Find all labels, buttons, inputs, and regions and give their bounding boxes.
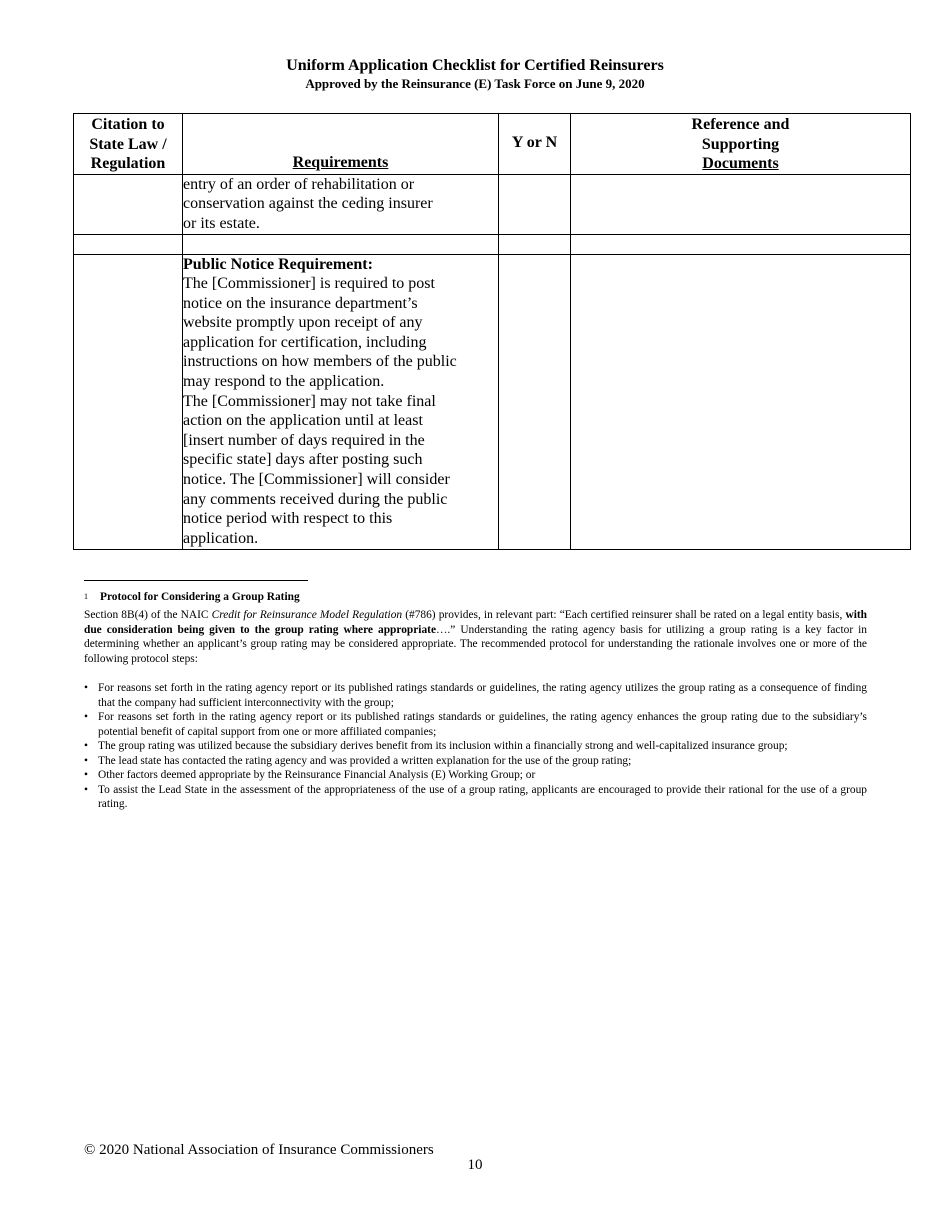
list-item: • For reasons set forth in the rating agency report or its published ratings standards or guidelines, the rating agency utilizes the group rating as a consequence of finding that the company had sufficient interconnectivity with the group; bbox=[84, 682, 867, 709]
reference-cell bbox=[571, 254, 911, 549]
list-item: • Other factors deemed appropriate by the Reinsurance Financial Analysis (E) Working Group; or bbox=[84, 769, 536, 781]
reference-cell bbox=[571, 234, 911, 254]
requirements-cell: Public Notice Requirement: The [Commissioner] is required to post notice on the insurance department’s website promptly upon receipt of any application for certification, including instructions on how members of the public may respond to the application. The [Commissioner] may not take final action on the application until at least [insert number of days required in the specific state] days after posting such notice. The [Commissioner] will consider any comments received during the public notice period with respect to this application. bbox=[183, 254, 499, 549]
column-header-citation: Citation to State Law / Regulation bbox=[74, 114, 183, 175]
footnote-divider bbox=[84, 580, 308, 581]
column-header-yn: Y or N bbox=[499, 114, 571, 175]
page-number: 10 bbox=[467, 1157, 483, 1173]
list-item: • To assist the Lead State in the assessment of the appropriateness of the use of a group rating, applicants are encouraged to provide their rational for the use of a group rating. bbox=[84, 783, 867, 810]
copyright-notice: © 2020 National Association of Insurance Commissioners bbox=[84, 1142, 434, 1158]
yn-cell bbox=[499, 234, 571, 254]
requirements-cell bbox=[183, 234, 499, 254]
column-header-reference: Reference and Supporting Documents bbox=[571, 114, 911, 175]
table-row bbox=[74, 254, 911, 549]
public-notice-heading: Public Notice Requirement: bbox=[183, 255, 373, 273]
yn-cell bbox=[499, 254, 571, 549]
table-row bbox=[74, 174, 911, 234]
footnote-heading: $^1$ Protocol for Considering a Group Rating bbox=[84, 591, 300, 603]
checklist-table bbox=[73, 113, 911, 550]
footnote-body: Section 8B(4) of the NAIC Credit for Reinsurance Model Regulation (#786) provides, in relevant part: “Each certified reinsurer shall be rated on a legal entity basis, with due consideration being given to the group rating where appropriate….” Understanding the rating agency basis for utilizing a group rating is a key factor in determining whether an applicant’s group rating may be considered appropriate. The recommended protocol for understanding the rationale involves one or more of the following protocol steps: bbox=[84, 609, 867, 665]
footnote-number: 1 bbox=[84, 592, 88, 601]
protocol-steps-list bbox=[84, 681, 867, 812]
citation-cell bbox=[74, 234, 183, 254]
column-header-requirements: Requirements bbox=[183, 114, 499, 175]
yn-cell bbox=[499, 174, 571, 234]
list-item: • The lead state has contacted the rating agency and was provided a written explanation for the use of the group rating; bbox=[84, 754, 632, 767]
reference-cell bbox=[571, 174, 911, 234]
document-subtitle: Approved by the Reinsurance (E) Task Force on June 9, 2020 bbox=[305, 76, 645, 91]
citation-cell bbox=[74, 254, 183, 549]
table-row bbox=[74, 234, 911, 254]
table-header-row bbox=[74, 114, 911, 175]
list-item: • The group rating was utilized because the subsidiary derives benefit from its inclusion within a financially strong and well-capitalized insurance group; bbox=[84, 740, 788, 752]
document-title: Uniform Application Checklist for Certified Reinsurers bbox=[286, 57, 664, 74]
citation-cell bbox=[74, 174, 183, 234]
requirements-cell: entry of an order of rehabilitation or conservation against the ceding insurer or its estate. bbox=[183, 174, 499, 234]
list-item: • For reasons set forth in the rating agency report or its published ratings standards or guidelines, the rating agency enhances the group rating due to the subsidiary’s potential benefit of capital support from one or more affiliated companies; bbox=[84, 711, 867, 738]
